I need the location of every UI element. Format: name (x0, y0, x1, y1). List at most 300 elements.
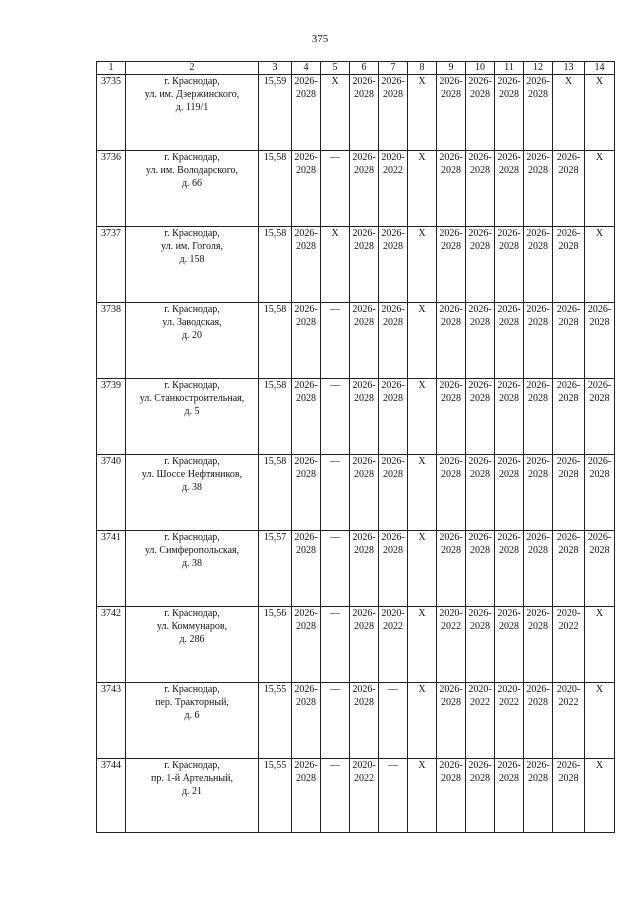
period-start: 2026- (352, 228, 376, 239)
period-start: 2026- (352, 456, 376, 467)
period-end: 2028 (383, 317, 403, 328)
period-cell (524, 379, 553, 455)
value-cell: 15,58 (259, 303, 292, 379)
table-row (97, 151, 615, 227)
table-row (97, 455, 615, 531)
period-end: 2028 (296, 545, 316, 556)
period-end: 2028 (354, 241, 374, 252)
period-end: 2028 (296, 469, 316, 480)
record-number: 3738 (97, 303, 126, 379)
period-end: 2028 (470, 545, 490, 556)
period-cell (350, 303, 379, 379)
address-line: д. 6 (184, 710, 200, 721)
not-applicable-cell: X (553, 75, 585, 151)
period-start: 2026- (497, 152, 521, 163)
period-cell (350, 759, 379, 833)
not-applicable-cell: X (321, 227, 350, 303)
period-end: 2028 (441, 165, 461, 176)
table-row (97, 379, 615, 455)
period-end: 2028 (470, 621, 490, 632)
period-start: 2026- (468, 608, 492, 619)
period-end: 2028 (354, 469, 374, 480)
period-cell (292, 531, 321, 607)
period-cell (292, 379, 321, 455)
period-start: 2026- (526, 304, 550, 315)
period-cell (292, 759, 321, 833)
period-end: 2028 (499, 621, 519, 632)
address-line: г. Краснодар, (164, 152, 220, 163)
period-start: 2026- (468, 228, 492, 239)
period-start: 2026- (556, 380, 581, 391)
period-start: 2026- (352, 152, 376, 163)
period-end: 2028 (528, 393, 548, 404)
period-cell (292, 227, 321, 303)
period-end: 2028 (499, 469, 519, 480)
column-number: 7 (379, 62, 408, 75)
period-end: 2028 (499, 165, 519, 176)
period-start: 2026- (439, 152, 463, 163)
period-cell (292, 303, 321, 379)
period-start: 2026- (556, 304, 581, 315)
address-line: ул. им. Дзержинского, (144, 89, 240, 100)
period-cell (466, 151, 495, 227)
period-cell (292, 455, 321, 531)
period-start: 2026- (439, 760, 463, 771)
period-end: 2028 (558, 545, 579, 556)
address-cell (126, 151, 259, 227)
period-cell (524, 151, 553, 227)
address-line: г. Краснодар, (164, 608, 220, 619)
period-start: 2026- (439, 304, 463, 315)
address-line: г. Краснодар, (164, 304, 220, 315)
address-cell (126, 379, 259, 455)
page-number: 375 (311, 33, 329, 45)
period-cell (292, 607, 321, 683)
not-applicable-cell: X (408, 759, 437, 833)
value-cell: 15,57 (259, 531, 292, 607)
period-start: 2026- (352, 304, 376, 315)
period-cell (466, 607, 495, 683)
dash-cell: — (321, 151, 350, 227)
period-end: 2028 (470, 469, 490, 480)
period-cell (437, 227, 466, 303)
period-start: 2026- (381, 228, 405, 239)
period-start: 2020- (381, 152, 405, 163)
period-start: 2026- (294, 76, 318, 87)
period-start: 2026- (439, 532, 463, 543)
period-end: 2028 (441, 773, 461, 784)
address-line: ул. им. Володарского, (145, 165, 239, 176)
period-end: 2028 (441, 317, 461, 328)
period-start: 2020- (468, 684, 492, 695)
period-start: 2026- (497, 608, 521, 619)
period-cell (495, 455, 524, 531)
period-start: 2026- (497, 532, 521, 543)
period-start: 2026- (439, 76, 463, 87)
not-applicable-cell: X (408, 227, 437, 303)
address-cell (126, 531, 259, 607)
period-end: 2028 (589, 317, 610, 328)
period-cell (495, 759, 524, 833)
value-cell: 15,58 (259, 379, 292, 455)
column-number: 11 (495, 62, 524, 75)
period-cell (437, 75, 466, 151)
period-end: 2028 (528, 697, 548, 708)
period-cell (437, 683, 466, 759)
period-end: 2028 (589, 469, 610, 480)
period-start: 2020- (381, 608, 405, 619)
period-cell (350, 379, 379, 455)
period-cell (350, 455, 379, 531)
column-number: 9 (437, 62, 466, 75)
period-cell (553, 151, 585, 227)
period-cell (553, 227, 585, 303)
period-start: 2026- (439, 228, 463, 239)
period-cell (379, 379, 408, 455)
period-start: 2026- (294, 152, 318, 163)
period-cell (437, 455, 466, 531)
period-cell (553, 379, 585, 455)
period-end: 2022 (441, 621, 461, 632)
address-line: г. Краснодар, (164, 228, 220, 239)
dash-cell: — (379, 759, 408, 833)
not-applicable-cell: X (408, 607, 437, 683)
address-line: г. Краснодар, (164, 76, 220, 87)
period-end: 2028 (296, 393, 316, 404)
period-start: 2026- (381, 76, 405, 87)
period-end: 2028 (470, 393, 490, 404)
period-cell (379, 75, 408, 151)
period-end: 2028 (441, 697, 461, 708)
column-number: 14 (585, 62, 615, 75)
address-line: д. 38 (181, 558, 203, 569)
register-table (96, 61, 615, 833)
period-end: 2022 (499, 697, 519, 708)
period-start: 2026- (497, 304, 521, 315)
period-end: 2028 (470, 773, 490, 784)
period-end: 2028 (441, 89, 461, 100)
period-cell (524, 683, 553, 759)
period-start: 2026- (526, 684, 550, 695)
period-start: 2026- (352, 76, 376, 87)
period-end: 2022 (558, 697, 579, 708)
period-start: 2026- (381, 304, 405, 315)
column-number-row (97, 62, 615, 75)
period-start: 2020- (352, 760, 376, 771)
period-cell (379, 531, 408, 607)
address-line: д. 38 (181, 482, 203, 493)
period-start: 2026- (439, 456, 463, 467)
address-line: ул. Станкостроительная, (139, 393, 245, 404)
period-cell (524, 303, 553, 379)
value-cell: 15,58 (259, 455, 292, 531)
period-start: 2026- (497, 228, 521, 239)
period-cell (585, 379, 615, 455)
table-row (97, 607, 615, 683)
address-line: ул. Заводская, (162, 317, 222, 328)
not-applicable-cell: X (408, 531, 437, 607)
table-row (97, 531, 615, 607)
period-end: 2022 (383, 165, 403, 176)
period-end: 2028 (383, 89, 403, 100)
value-cell: 15,56 (259, 607, 292, 683)
address-line: д. 5 (184, 406, 200, 417)
dash-cell: — (321, 607, 350, 683)
not-applicable-cell: X (585, 227, 615, 303)
period-cell (437, 151, 466, 227)
period-end: 2028 (354, 89, 374, 100)
period-end: 2028 (499, 545, 519, 556)
address-cell (126, 759, 259, 833)
period-start: 2026- (526, 76, 550, 87)
address-line: г. Краснодар, (164, 456, 220, 467)
period-cell (495, 151, 524, 227)
period-start: 2026- (497, 456, 521, 467)
period-cell (585, 455, 615, 531)
column-number: 8 (408, 62, 437, 75)
period-cell (495, 303, 524, 379)
dash-cell: — (321, 531, 350, 607)
period-cell (379, 455, 408, 531)
address-line: д. 158 (179, 254, 205, 265)
period-cell (466, 683, 495, 759)
period-end: 2028 (558, 317, 579, 328)
period-start: 2026- (526, 228, 550, 239)
period-cell (437, 303, 466, 379)
period-start: 2026- (526, 380, 550, 391)
dash-cell: — (321, 455, 350, 531)
period-start: 2026- (294, 304, 318, 315)
period-cell (495, 683, 524, 759)
not-applicable-cell: X (585, 607, 615, 683)
value-cell: 15,55 (259, 683, 292, 759)
period-cell (437, 759, 466, 833)
period-start: 2026- (497, 380, 521, 391)
address-line: д. 21 (181, 786, 203, 797)
period-end: 2028 (589, 545, 610, 556)
period-start: 2026- (468, 380, 492, 391)
period-start: 2026- (556, 228, 581, 239)
period-cell (553, 303, 585, 379)
period-end: 2028 (296, 165, 316, 176)
address-cell (126, 607, 259, 683)
period-start: 2026- (556, 456, 581, 467)
period-end: 2028 (296, 241, 316, 252)
period-end: 2028 (354, 393, 374, 404)
not-applicable-cell: X (585, 151, 615, 227)
period-cell (585, 531, 615, 607)
record-number: 3739 (97, 379, 126, 455)
column-number: 1 (97, 62, 126, 75)
period-start: 2026- (439, 380, 463, 391)
period-cell (350, 607, 379, 683)
period-end: 2028 (558, 393, 579, 404)
dash-cell: — (321, 303, 350, 379)
period-end: 2028 (296, 773, 316, 784)
period-cell (466, 303, 495, 379)
period-start: 2026- (497, 76, 521, 87)
period-start: 2026- (468, 304, 492, 315)
period-cell (553, 531, 585, 607)
period-start: 2026- (468, 532, 492, 543)
address-line: пер. Тракторный, (155, 697, 229, 708)
column-number: 3 (259, 62, 292, 75)
period-end: 2028 (354, 317, 374, 328)
period-start: 2026- (294, 380, 318, 391)
period-cell (466, 531, 495, 607)
table-body (97, 75, 615, 833)
period-end: 2028 (383, 545, 403, 556)
period-end: 2028 (589, 393, 610, 404)
period-end: 2028 (499, 773, 519, 784)
period-cell (524, 759, 553, 833)
period-cell (524, 75, 553, 151)
column-number: 2 (126, 62, 259, 75)
period-start: 2026- (294, 684, 318, 695)
period-start: 2026- (587, 456, 612, 467)
period-cell (292, 75, 321, 151)
period-start: 2026- (381, 532, 405, 543)
table-row (97, 759, 615, 833)
period-end: 2028 (558, 241, 579, 252)
period-start: 2026- (439, 684, 463, 695)
not-applicable-cell: X (408, 75, 437, 151)
column-number: 5 (321, 62, 350, 75)
address-cell (126, 455, 259, 531)
period-cell (292, 151, 321, 227)
period-start: 2026- (381, 456, 405, 467)
period-start: 2026- (526, 152, 550, 163)
period-start: 2026- (556, 152, 581, 163)
period-start: 2026- (294, 760, 318, 771)
period-end: 2028 (499, 89, 519, 100)
dash-cell: — (321, 683, 350, 759)
period-end: 2028 (383, 469, 403, 480)
period-end: 2028 (470, 317, 490, 328)
period-cell (524, 607, 553, 683)
period-end: 2028 (296, 697, 316, 708)
period-start: 2026- (497, 760, 521, 771)
address-line: г. Краснодар, (164, 684, 220, 695)
period-cell (553, 455, 585, 531)
record-number: 3735 (97, 75, 126, 151)
address-cell (126, 227, 259, 303)
period-cell (466, 75, 495, 151)
period-cell (553, 759, 585, 833)
period-end: 2028 (528, 317, 548, 328)
period-cell (495, 607, 524, 683)
period-cell (437, 607, 466, 683)
period-start: 2026- (556, 532, 581, 543)
period-cell (495, 531, 524, 607)
record-number: 3743 (97, 683, 126, 759)
value-cell: 15,58 (259, 227, 292, 303)
period-cell (495, 75, 524, 151)
value-cell: 15,58 (259, 151, 292, 227)
period-start: 2026- (556, 760, 581, 771)
table-row (97, 303, 615, 379)
value-cell: 15,59 (259, 75, 292, 151)
address-line: г. Краснодар, (164, 380, 220, 391)
period-end: 2028 (441, 469, 461, 480)
not-applicable-cell: X (408, 303, 437, 379)
address-line: г. Краснодар, (164, 760, 220, 771)
period-end: 2022 (383, 621, 403, 632)
address-line: ул. Симферопольская, (144, 545, 240, 556)
period-end: 2028 (354, 165, 374, 176)
not-applicable-cell: X (585, 759, 615, 833)
record-number: 3742 (97, 607, 126, 683)
period-start: 2020- (439, 608, 463, 619)
period-end: 2028 (441, 545, 461, 556)
period-end: 2028 (499, 393, 519, 404)
not-applicable-cell: X (408, 455, 437, 531)
period-end: 2028 (528, 469, 548, 480)
period-end: 2028 (528, 89, 548, 100)
period-end: 2028 (470, 241, 490, 252)
period-end: 2028 (383, 393, 403, 404)
period-cell (379, 303, 408, 379)
period-end: 2022 (558, 621, 579, 632)
dash-cell: — (379, 683, 408, 759)
period-cell (379, 227, 408, 303)
address-line: ул. Коммунаров, (156, 621, 228, 632)
period-cell (466, 455, 495, 531)
period-start: 2026- (352, 608, 376, 619)
period-end: 2028 (354, 697, 374, 708)
column-number: 4 (292, 62, 321, 75)
period-cell (379, 607, 408, 683)
period-end: 2028 (296, 621, 316, 632)
period-start: 2026- (526, 760, 550, 771)
period-cell (495, 227, 524, 303)
period-cell (350, 227, 379, 303)
address-line: д. 286 (179, 634, 205, 645)
period-cell (350, 75, 379, 151)
period-end: 2028 (354, 545, 374, 556)
period-start: 2026- (468, 76, 492, 87)
period-end: 2028 (296, 317, 316, 328)
period-cell (466, 379, 495, 455)
column-number: 13 (553, 62, 585, 75)
address-line: ул. им. Гоголя, (161, 241, 223, 252)
period-cell (553, 683, 585, 759)
period-end: 2028 (441, 241, 461, 252)
period-cell (495, 379, 524, 455)
not-applicable-cell: X (321, 75, 350, 151)
period-cell (585, 303, 615, 379)
value-cell: 15,55 (259, 759, 292, 833)
not-applicable-cell: X (585, 683, 615, 759)
period-start: 2026- (587, 532, 612, 543)
period-end: 2028 (354, 621, 374, 632)
address-line: ул. Шоссе Нефтяников, (141, 469, 243, 480)
period-end: 2028 (470, 165, 490, 176)
period-end: 2028 (558, 773, 579, 784)
period-cell (553, 607, 585, 683)
period-start: 2020- (556, 608, 581, 619)
record-number: 3740 (97, 455, 126, 531)
address-cell (126, 683, 259, 759)
column-number: 6 (350, 62, 379, 75)
table-row (97, 227, 615, 303)
not-applicable-cell: X (408, 151, 437, 227)
table-row (97, 683, 615, 759)
column-number: 12 (524, 62, 553, 75)
period-start: 2026- (468, 456, 492, 467)
record-number: 3736 (97, 151, 126, 227)
not-applicable-cell: X (408, 683, 437, 759)
